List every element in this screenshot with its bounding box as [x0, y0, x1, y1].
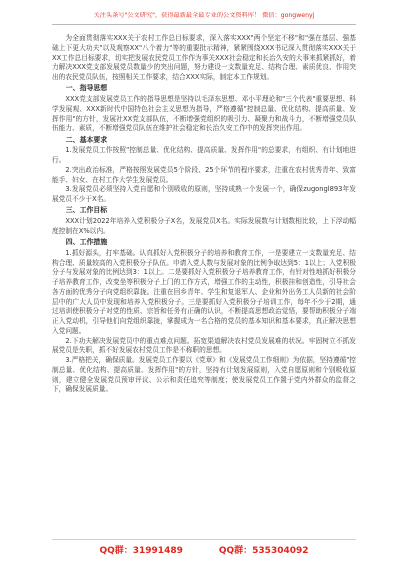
requirement-item-3: 3.发展党员必须坚持入党自愿和个别吸收的原则，坚持成熟一个发展一个，确保zugongl893年发展党员不少于X名。: [52, 185, 356, 203]
work-goals-paragraph: XXX计划2022年培养入党积极分子X名，发展党员X名。实际发展数与计划数相比较，上下浮动幅度控制在X%以内。: [52, 217, 356, 235]
section-heading-guiding-ideology: 一、指导思想: [65, 84, 108, 93]
document-body: [52, 34, 356, 395]
footer-qq-group-2: QQ群：535304092: [218, 546, 309, 556]
requirement-item-1: 1.发展党员工作按照"控制总量、优化结构、提高质量、发挥作用"的总要求，有组织、有计划地进行。: [52, 146, 356, 164]
section-heading-work-measures: 四、工作措施: [65, 238, 108, 246]
page-footer: [52, 545, 356, 557]
measure-item-1: 1.抓好源头，打牢基础。认真抓好入党积极分子的培养和教育工作，一是要建立一支数量充足、结构合理、质量较高的入党积极分子队伍。申请入党人数与发展对象的比例争取达到5：1以上；入党积极分子与发展对象的比例达到3：1以上。二是要抓好入党积极分子培养教育工作，有针对性地抓好积极分子培养教育工作，改变坐等积极分子上门的工作方式，增强工作的主动性，积极挂和创造性，引导社会各方面的优秀分子向党组织靠拢。注重在回乡青年、学生和复退军人、企业和外出务工人员新的社会阶层中的广大人员中发现和培养入党积极分子。三是要抓好入党积极分子培训工作，每年不少于2期，通过培训使积极分子对党的性质、宗旨和任务有正确的认识，不断提高思想政治觉悟，要帮助积极分子端正入党动机，引导他们向党组织靠拢，掌握成为一名合格的党员的基本知识和基本要求，真正解决思想入党问题。: [52, 248, 356, 335]
footer-divider: [52, 539, 356, 540]
page-header: 关注头条号"公文研究"，获得最新最全最专业的公文资料库！ 微信：gongwenyj: [93, 12, 315, 19]
section-heading-basic-requirements: 二、基本要求: [65, 135, 108, 144]
guiding-ideology-paragraph: XXX党支部发展党员工作的指导思想是坚持以毛泽东思想、邓小平理论和"三个代表"重要思想、科学发展观、XXX新时代中国特色社会主义思想为指导，严格遵循"控制总量、优化结构、提高质量、发挥作用"的方针，发展社XX党支部队伍，不断增强党组织的吸引力、凝聚力和战斗力，不断增强党员队伍能力、素质，不断增强党员队伍在维护社会稳定和长治久安工作中的发挥突出作用。: [52, 95, 356, 133]
measure-item-2: 2.下功夫解决发展党员中的重点难点问题。拓宽渠道解决农村党员发展难的状况。牢固树立不抓发展党员是失职，抓不好发展农村党员工作是不称职的思想。: [52, 336, 356, 355]
header-divider: [52, 24, 356, 25]
footer-qq-group-1: QQ群：31991489: [99, 546, 183, 556]
measure-item-3: 3.严格把关，确保质量。发展党员工作要以《党章》和《发展党员工作细则》为依据，坚持遵循"控制总量、优化结构、提高质量、发挥作用"的方针，坚持有计划发展原则，入党自愿原则和个别吸收原则，建立健全发展党员预审评议、公示和责任追究等制度；使发展党员工作置于党内外群众的监督之下，确保发展质量。: [52, 356, 356, 394]
requirement-item-2: 2.突出政治标准，严格按照发展党员5个阶段、25个环节的程序要求，注重在农村优秀青年、致富能手、妇女、在村工作大学生发展党员。: [52, 165, 356, 184]
intro-paragraph: 为全面贯彻落实XXX关于农村工作总目标要求，深入落实XXX"两个坚定不移"和"强在基层、强基础上下更大功夫"以及观察XX"八个着力"等的重要批示精神，紧紧围绕XXX书记深入贯彻落实XXX关于XX工作总目标要求，切实把发展农民党员工作作为事关XXX社会稳定和长治久安的大事来抓紧抓好，着力解决XXX党支部发展党员数量少的突出问题，努力建设一支数量充足、结构合理、素质优良、作用突出的农民党员队伍，按照相关工作要求，结合XXX实际，制定本工作规划。: [52, 34, 356, 81]
section-heading-work-goals: 三、工作目标: [65, 206, 108, 215]
